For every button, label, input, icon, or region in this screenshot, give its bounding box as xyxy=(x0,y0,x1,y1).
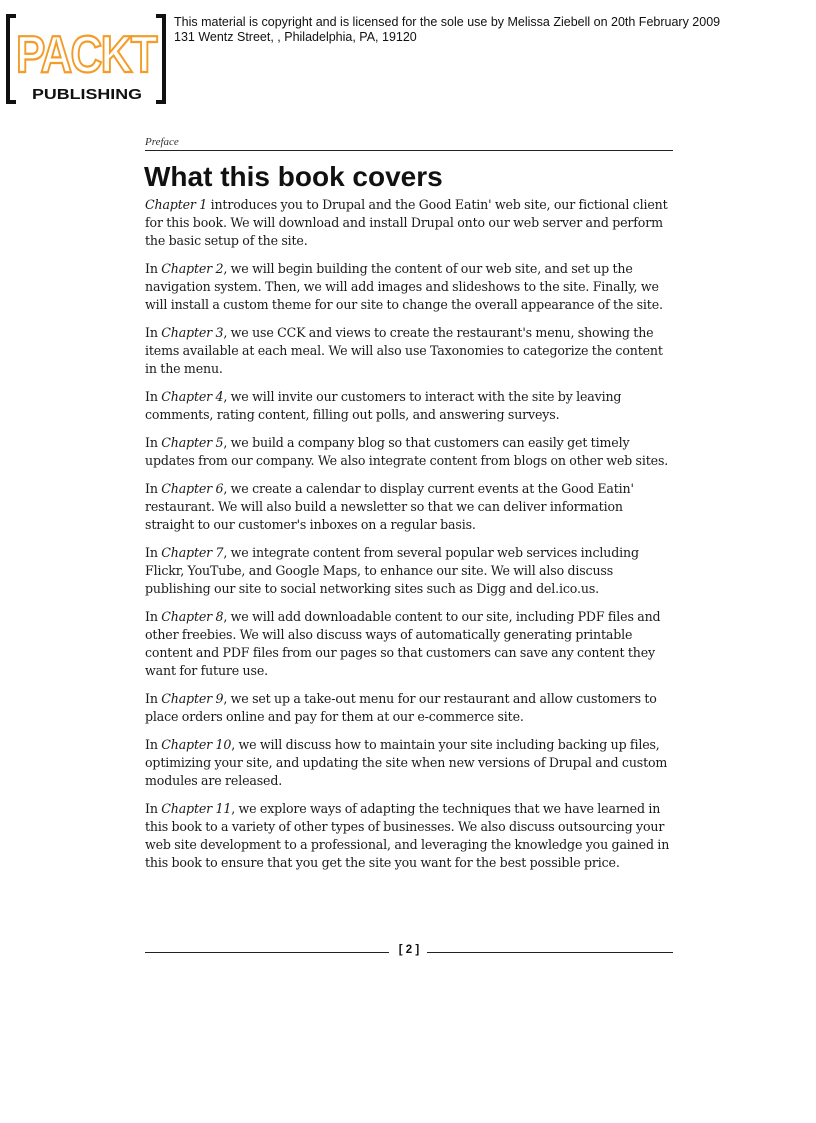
page-number: [ 2 ] xyxy=(398,944,420,956)
chapter-paragraph xyxy=(145,196,675,250)
chapter-reference: Chapter 9 xyxy=(161,691,224,706)
paragraph-lead: In xyxy=(145,481,162,496)
paragraph-text: , we set up a take-out menu for our restaurant and allow customers to place orders online and pay for them at our e-commerce site. xyxy=(145,691,657,724)
chapter-reference: Chapter 6 xyxy=(161,481,224,496)
chapter-paragraph xyxy=(145,260,675,314)
paragraph-text: , we will begin building the content of our web site, and set up the navigation system. Then, we will add images and slideshows to the site. Finally, we will install a custom theme for our site to change the overall appearance of the site. xyxy=(145,261,663,312)
paragraph-text: , we integrate content from several popular web services including Flickr, YouTube, and Google Maps, to enhance our site. We will also discuss publishing our site to social networking sites such as Digg and del.ico.us. xyxy=(145,545,639,596)
paragraph-lead: In xyxy=(145,435,162,450)
chapter-paragraph xyxy=(145,324,675,378)
logo-sub-text: PUBLISHING xyxy=(32,86,142,103)
chapter-reference: Chapter 8 xyxy=(161,609,224,624)
paragraph-text: , we will invite our customers to interact with the site by leaving comments, rating content, filling out polls, and answering surveys. xyxy=(145,389,622,422)
right-bracket xyxy=(156,16,164,102)
chapter-paragraph xyxy=(145,800,675,872)
chapter-reference: Chapter 2 xyxy=(161,261,224,276)
paragraph-text: , we use CCK and views to create the restaurant's menu, showing the items available at each meal. We will also use Taxonomies to categorize the content in the menu. xyxy=(145,325,663,376)
paragraph-lead: In xyxy=(145,737,162,752)
paragraph-text: , we will discuss how to maintain your site including backing up files, optimizing your site, and updating the site when new versions of Drupal and custom modules are released. xyxy=(145,737,668,788)
paragraph-lead: In xyxy=(145,801,162,816)
paragraph-text: , we build a company blog so that customers can easily get timely updates from our company. We also integrate content from blogs on other web sites. xyxy=(145,435,669,468)
chapter-reference: Chapter 11 xyxy=(161,801,232,816)
chapter-paragraph xyxy=(145,736,675,790)
copyright-line-1: This material is copyright and is licensed for the sole use by Melissa Ziebell on 20th February 2009 xyxy=(174,15,721,29)
paragraph-lead: In xyxy=(145,325,162,340)
paragraph-text: , we will add downloadable content to our site, including PDF files and other freebies. We will also discuss ways of automatically generating printable content and PDF files from our pages so that customers can save any content they want for future use. xyxy=(145,609,661,678)
chapter-reference: Chapter 7 xyxy=(161,545,224,560)
paragraph-lead: In xyxy=(145,609,162,624)
copyright-line-2: 131 Wentz Street, , Philadelphia, PA, 19120 xyxy=(174,30,417,44)
section-title: What this book covers xyxy=(144,161,443,192)
chapter-reference: Chapter 4 xyxy=(161,389,224,404)
packt-publishing-logo xyxy=(6,14,168,106)
chapter-paragraph xyxy=(145,544,675,598)
left-bracket xyxy=(8,16,16,102)
copyright-notice xyxy=(174,15,720,45)
paragraph-text: , we explore ways of adapting the techniques that we have learned in this book to a variety of other types of businesses. We also discuss outsourcing your web site development to a professional, and leveraging the knowledge you gained in this book to ensure that you get the site you want for the best possible price. xyxy=(145,801,670,870)
chapter-paragraph xyxy=(145,480,675,534)
chapter-paragraph xyxy=(145,690,675,726)
paragraph-lead: In xyxy=(145,545,162,560)
running-head: Preface xyxy=(145,136,673,151)
chapter-reference: Chapter 3 xyxy=(161,325,224,340)
footer-rule-right xyxy=(427,952,673,953)
chapter-reference: Chapter 5 xyxy=(161,435,224,450)
page-footer xyxy=(145,944,673,960)
chapter-paragraph xyxy=(145,434,675,470)
paragraph-text: introduces you to Drupal and the Good Eatin' web site, our fictional client for this book. We will download and install Drupal onto our web server and perform the basic setup of the site. xyxy=(145,197,668,248)
chapter-paragraph xyxy=(145,608,675,680)
logo-graphic xyxy=(6,14,168,106)
chapter-reference: Chapter 1 xyxy=(145,197,208,212)
paragraph-lead: In xyxy=(145,691,162,706)
paragraph-lead: In xyxy=(145,389,162,404)
paragraph-lead: In xyxy=(145,261,162,276)
body-text xyxy=(145,196,675,882)
chapter-reference: Chapter 10 xyxy=(161,737,232,752)
logo-brand-text: PACKT xyxy=(16,26,158,84)
chapter-paragraph xyxy=(145,388,675,424)
paragraph-text: , we create a calendar to display current events at the Good Eatin' restaurant. We will also build a newsletter so that we can deliver information straight to our customer's inboxes on a regular basis. xyxy=(145,481,634,532)
